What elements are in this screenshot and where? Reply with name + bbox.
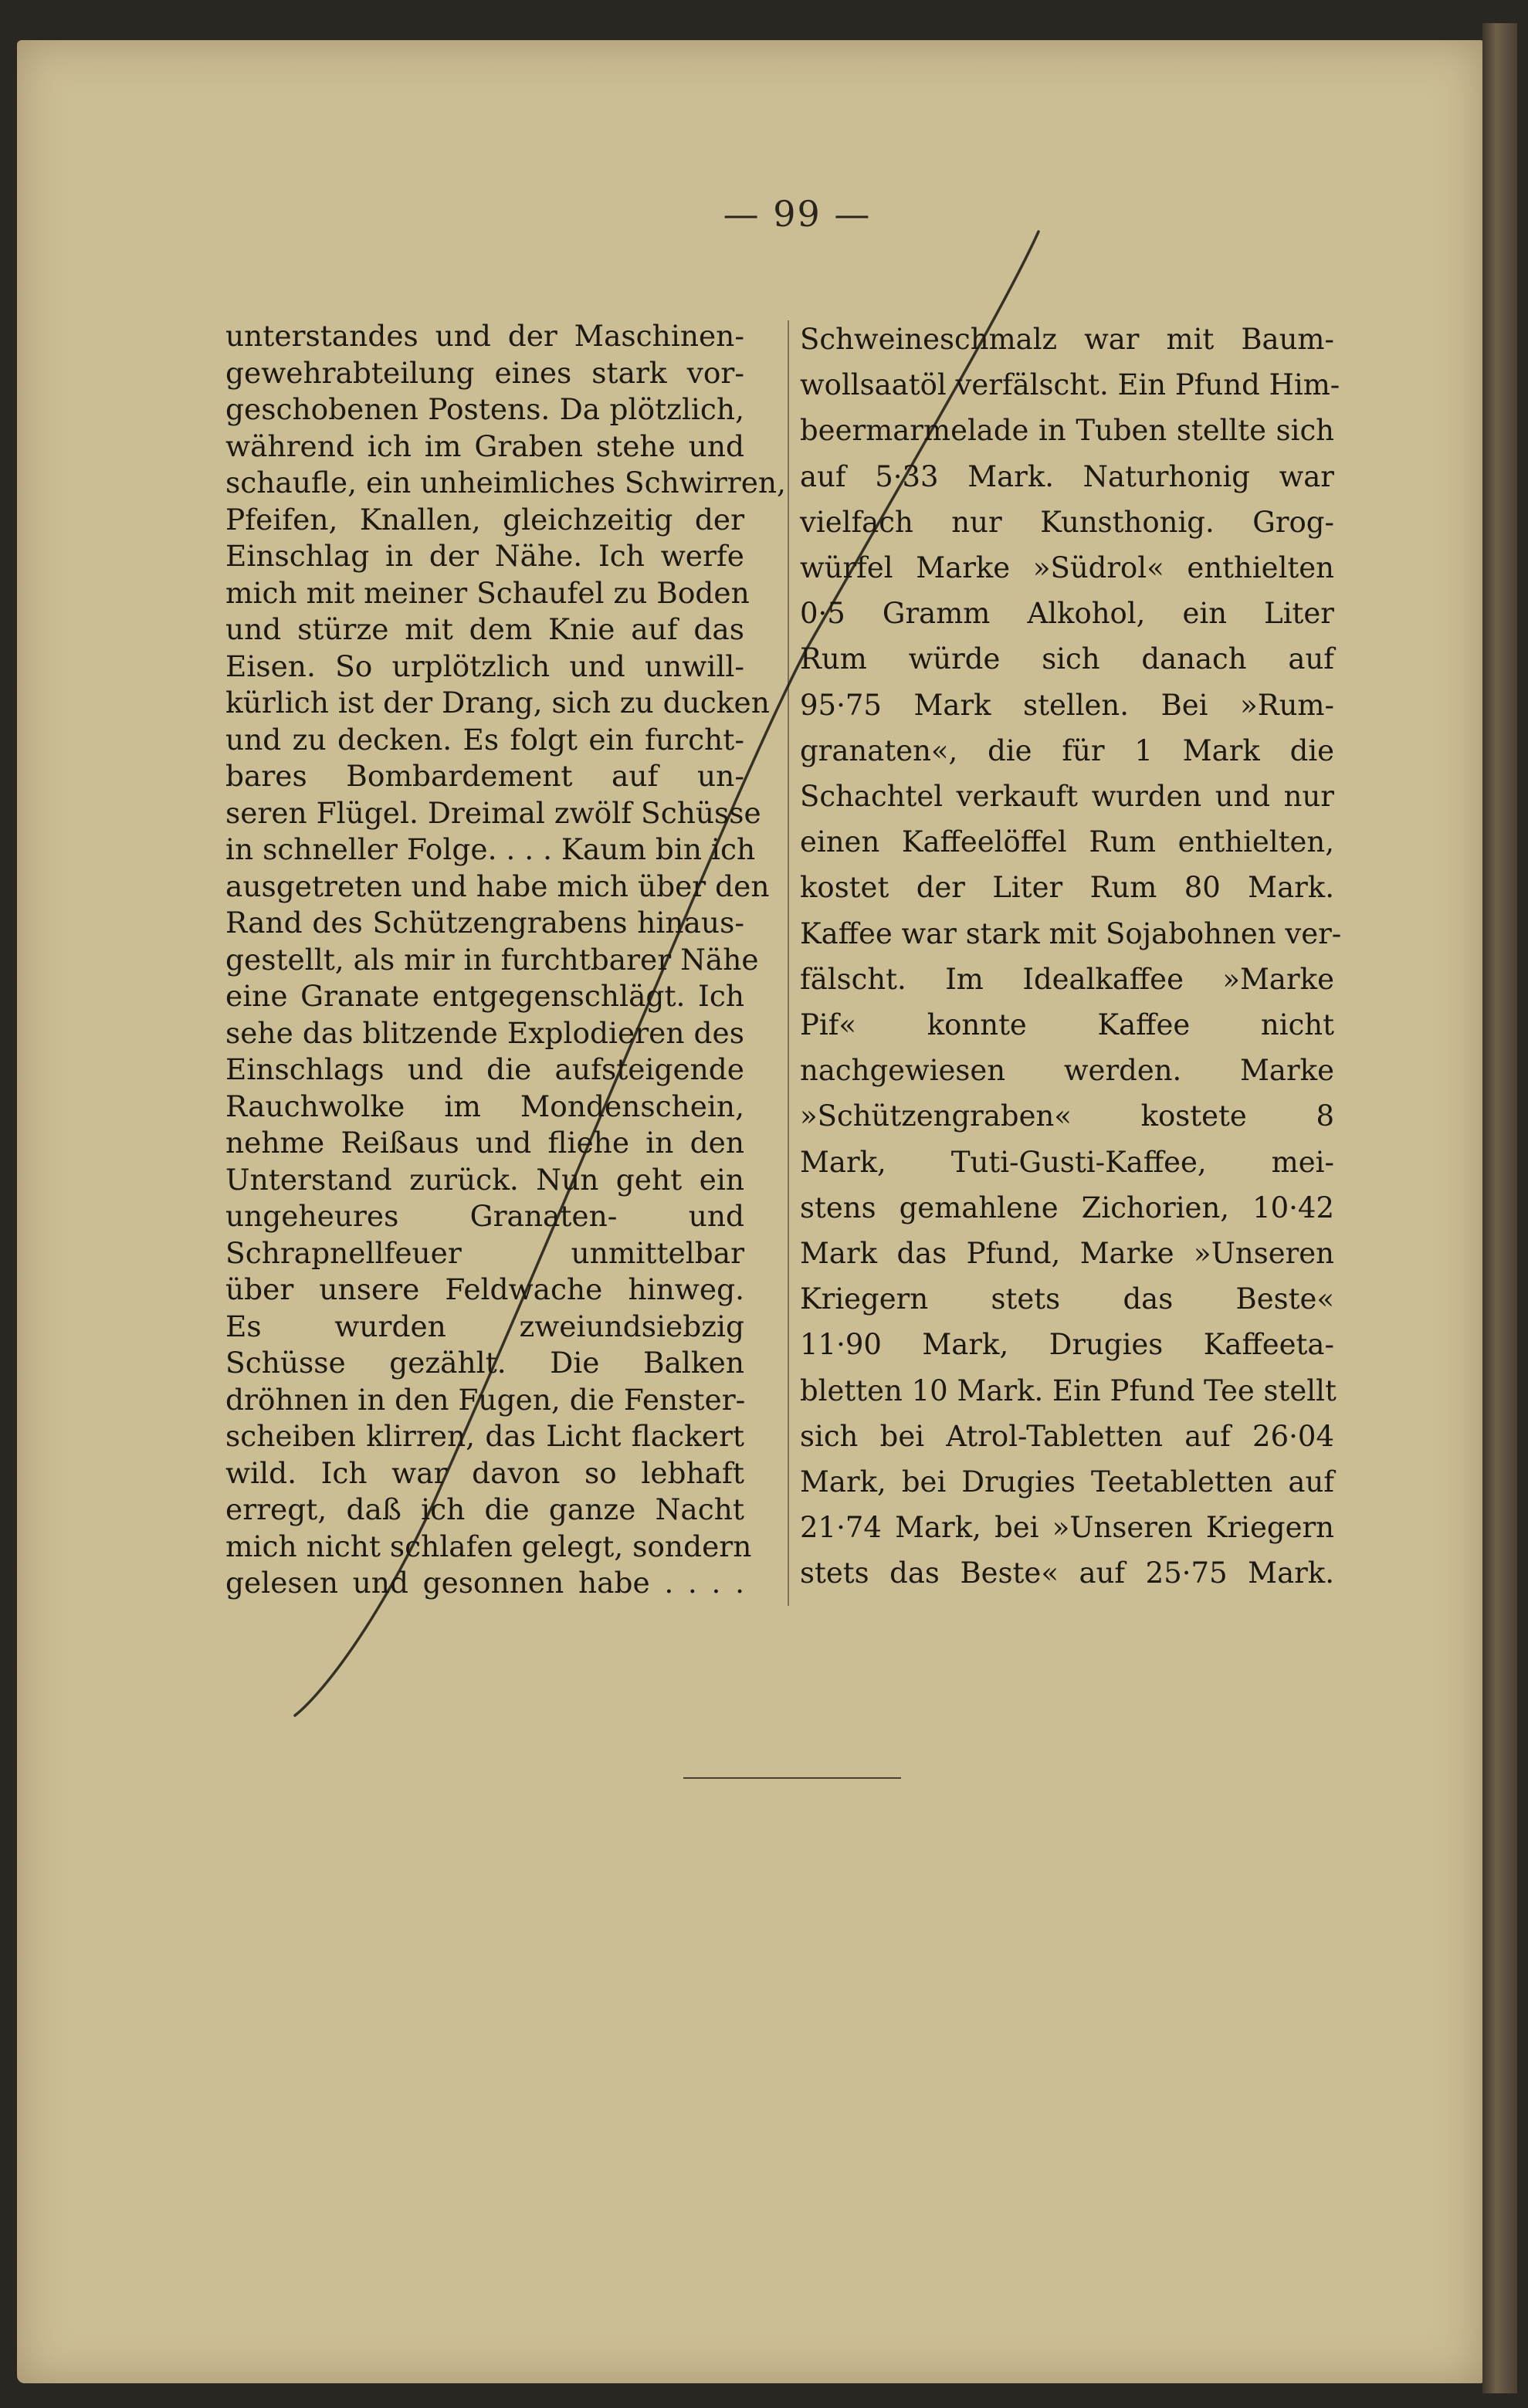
text-line: dröhnen in den Fugen, die Fenster-	[225, 1382, 746, 1417]
text-line: gewehrabteilung eines stark vor-	[225, 355, 744, 390]
text-line: 21·74 Mark, bei »Unseren Kriegern	[800, 1511, 1334, 1545]
text-line: eine Granate entgegenschlägt. Ich	[225, 979, 744, 1013]
text-line: 95·75 Mark stellen. Bei »Rum-	[800, 688, 1334, 722]
text-line: 11·90 Mark, Drugies Kaffeeta-	[800, 1328, 1334, 1362]
text-line: vielfach nur Kunsthonig. Grog-	[800, 505, 1334, 539]
text-line: stens gemahlene Zichorien, 10·42	[800, 1190, 1334, 1224]
text-line: sich bei Atrol-Tabletten auf 26·04	[800, 1419, 1334, 1453]
text-line: Einschlag in der Nähe. Ich werfe	[225, 539, 744, 573]
footer-rule	[683, 1777, 901, 1779]
text-line: kostet der Liter Rum 80 Mark.	[800, 871, 1334, 905]
text-line: geschobenen Postens. Da plötzlich,	[225, 392, 744, 426]
text-line: und zu decken. Es folgt ein furcht-	[225, 722, 744, 757]
text-line: Mark, Tuti-Gusti-Kaffee, mei-	[800, 1145, 1334, 1179]
text-line: Mark das Pfund, Marke »Unseren	[800, 1237, 1334, 1271]
text-line: auf 5·33 Mark. Naturhonig war	[800, 459, 1334, 493]
text-line: Pfeifen, Knallen, gleichzeitig der	[225, 502, 744, 537]
right-text-column	[800, 317, 1342, 1597]
book-spine	[1482, 23, 1517, 2393]
text-line: in schneller Folge. . . . Kaum bin ich	[225, 832, 756, 866]
text-line: nachgewiesen werden. Marke	[800, 1054, 1334, 1088]
text-line: während ich im Graben stehe und	[225, 428, 744, 463]
text-line: bares Bombardement auf un-	[225, 759, 744, 793]
text-line: ausgetreten und habe mich über den	[225, 869, 770, 903]
text-line: Schachtel verkauft wurden und nur	[800, 780, 1334, 814]
text-line: seren Flügel. Dreimal zwölf Schüsse	[225, 795, 761, 830]
text-line: bletten 10 Mark. Ein Pfund Tee stellt	[800, 1373, 1337, 1407]
text-line: Schrapnellfeuer unmittelbar	[225, 1235, 744, 1270]
text-line: mich nicht schlafen gelegt, sondern	[225, 1529, 752, 1563]
text-line: Unterstand zurück. Nun geht ein	[225, 1162, 744, 1197]
text-line: Rum würde sich danach auf	[800, 642, 1334, 676]
text-line: sehe das blitzende Explodieren des	[225, 1015, 744, 1050]
text-line: granaten«, die für 1 Mark die	[800, 733, 1334, 767]
text-line: Kriegern stets das Beste«	[800, 1282, 1334, 1316]
text-line: Schüsse gezählt. Die Balken	[225, 1346, 744, 1380]
text-line: Mark, bei Drugies Teetabletten auf	[800, 1465, 1334, 1499]
text-line: Rand des Schützengrabens hinaus-	[225, 906, 744, 940]
text-line: gestellt, als mir in furchtbarer Nähe	[225, 942, 759, 977]
text-line: fälscht. Im Idealkaffee »Marke	[800, 962, 1334, 996]
text-line: wild. Ich war davon so lebhaft	[225, 1455, 744, 1490]
text-line: Pif« konnte Kaffee nicht	[800, 1008, 1334, 1042]
text-line: über unsere Feldwache hinweg.	[225, 1272, 744, 1306]
text-line: Einschlags und die aufsteigende	[225, 1052, 744, 1086]
text-line: gelesen und gesonnen habe . . . .	[225, 1566, 744, 1600]
text-line: »Schützengraben« kostete 8	[800, 1099, 1334, 1133]
text-line: Schweineschmalz war mit Baum-	[800, 323, 1334, 356]
text-line: erregt, daß ich die ganze Nacht	[225, 1492, 744, 1526]
text-line: mich mit meiner Schaufel zu Boden	[225, 575, 750, 610]
column-divider	[788, 320, 789, 1606]
page-number: — 99 —	[723, 193, 872, 235]
text-line: schaufle, ein unheimliches Schwirren,	[225, 466, 786, 500]
left-text-column	[225, 318, 786, 1602]
text-line: würfel Marke »Südrol« enthielten	[800, 551, 1334, 585]
text-line: ungeheures Granaten- und	[225, 1199, 744, 1233]
text-line: wollsaatöl verfälscht. Ein Pfund Him-	[800, 368, 1340, 402]
text-line: nehme Reißaus und fliehe in den	[225, 1126, 744, 1160]
text-line: scheiben klirren, das Licht flackert	[225, 1419, 744, 1453]
text-line: unterstandes und der Maschinen-	[225, 319, 744, 353]
text-line: Kaffee war stark mit Sojabohnen ver-	[800, 916, 1342, 950]
text-line: und stürze mit dem Knie auf das	[225, 612, 744, 646]
text-line: beermarmelade in Tuben stellte sich	[800, 414, 1334, 448]
text-line: Rauchwolke im Mondenschein,	[225, 1089, 744, 1123]
text-line: stets das Beste« auf 25·75 Mark.	[800, 1556, 1334, 1590]
text-line: Es wurden zweiundsiebzig	[225, 1309, 744, 1343]
text-line: einen Kaffeelöffel Rum enthielten,	[800, 825, 1334, 859]
text-line: 0·5 Gramm Alkohol, ein Liter	[800, 597, 1334, 631]
text-line: kürlich ist der Drang, sich zu ducken	[225, 686, 770, 720]
text-line: Eisen. So urplötzlich und unwill-	[225, 649, 744, 683]
